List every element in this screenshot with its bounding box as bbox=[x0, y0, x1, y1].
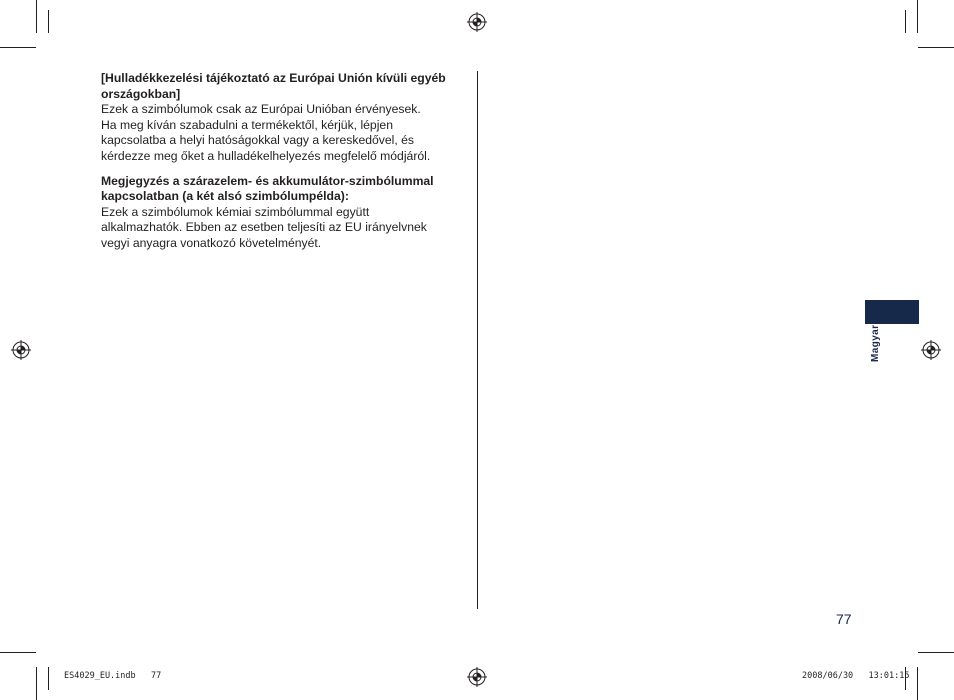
body-line: kérdezze meg őket a hulladékelhelyezés megfelelő módjáról. bbox=[101, 148, 431, 163]
section-battery-note bbox=[101, 174, 471, 252]
crop-mark bbox=[48, 10, 49, 33]
language-tab bbox=[865, 300, 919, 324]
crop-mark bbox=[0, 652, 36, 653]
slug-timestamp: 2008/06/30 13:01:15 bbox=[802, 671, 910, 681]
body-line: kapcsolatba a helyi hatóságokkal vagy a kereskedővel, és bbox=[101, 133, 415, 148]
registration-mark-icon bbox=[11, 340, 31, 360]
body-line: Ha meg kíván szabadulni a termékektől, kérjük, lépjen bbox=[101, 117, 393, 132]
crop-mark bbox=[918, 652, 954, 653]
section-disposal-non-eu bbox=[101, 71, 471, 165]
body-line: vegyi anyagra vonatkozó követelményét. bbox=[101, 235, 322, 250]
crop-mark bbox=[36, 667, 37, 700]
text-column bbox=[101, 71, 471, 261]
column-divider bbox=[477, 71, 478, 609]
crop-mark bbox=[36, 0, 37, 33]
crop-mark bbox=[905, 10, 906, 33]
crop-mark bbox=[917, 0, 918, 33]
section-heading: [Hulladékkezelési tájékoztató az Európai Unión kívüli egyéb országokban] bbox=[101, 71, 446, 101]
language-label: Magyar bbox=[870, 324, 881, 362]
registration-mark-icon bbox=[467, 667, 487, 687]
slug-filename: ES4029_EU.indb 77 bbox=[64, 671, 162, 681]
body-line: alkalmazhatók. Ebben az esetben teljesíti az EU irányelvnek bbox=[101, 220, 427, 235]
crop-mark bbox=[917, 667, 918, 700]
crop-mark bbox=[918, 47, 954, 48]
body-line: Ezek a szimbólumok csak az Európai Unióban érvényesek. bbox=[101, 102, 421, 117]
section-heading: Megjegyzés a szárazelem- és akkumulátor-szimbólummal kapcsolatban (a két alsó szimbólumpélda): bbox=[101, 173, 434, 204]
crop-mark bbox=[48, 667, 49, 690]
page-number: 77 bbox=[836, 611, 852, 627]
crop-mark bbox=[0, 47, 36, 48]
registration-mark-icon bbox=[467, 12, 487, 32]
body-line: Ezek a szimbólumok kémiai szimbólummal együtt bbox=[101, 204, 370, 219]
registration-mark-icon bbox=[921, 340, 941, 360]
